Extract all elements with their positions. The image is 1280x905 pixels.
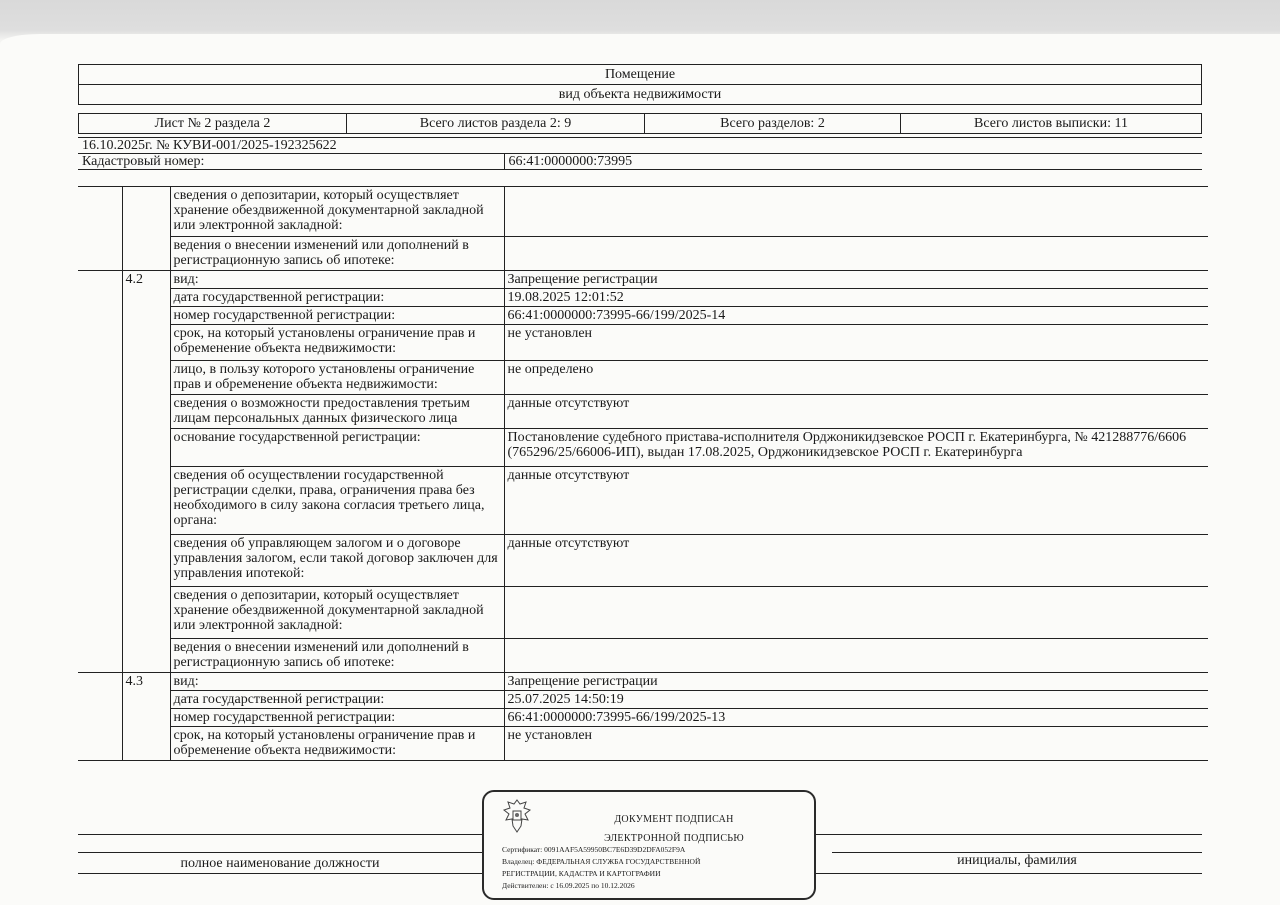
table-row	[78, 691, 1208, 709]
table-row	[78, 307, 1208, 325]
stamp-validity: Действителен: с 16.09.2025 по 10.12.2026	[502, 881, 635, 890]
row-label: сведения о депозитарии, который осуществляет хранение обездвиженной документарной закладной или электронной закладной:	[170, 187, 504, 237]
row-value	[504, 237, 1208, 271]
position-caption: полное наименование должности	[78, 852, 482, 872]
row-value: Запрещение регистрации	[504, 673, 1208, 691]
row-value: 19.08.2025 12:01:52	[504, 289, 1208, 307]
row-value: данные отсутствуют	[504, 395, 1208, 429]
table-row	[78, 325, 1208, 361]
header-spacer	[79, 105, 1202, 114]
row-label: сведения об управляющем залогом и о договоре управления залогом, если такой договор заключен для управления ипотекой:	[170, 535, 504, 587]
row-value: 66:41:0000000:73995-66/199/2025-14	[504, 307, 1208, 325]
table-row	[78, 587, 1208, 639]
stamp-details	[502, 844, 812, 892]
row-value	[504, 187, 1208, 237]
row-value: не установлен	[504, 727, 1208, 761]
stamp-owner-cont: РЕГИСТРАЦИИ, КАДАСТРА И КАРТОГРАФИИ	[502, 869, 661, 878]
encumbrance-table	[78, 186, 1208, 761]
row-label: сведения об осуществлении государственной регистрации сделки, права, ограничения права без необходимого в силу закона согласия третьего лица, органа:	[170, 467, 504, 535]
object-type-value: Помещение	[79, 65, 1202, 85]
table-row	[78, 673, 1208, 691]
row-value: данные отсутствуют	[504, 535, 1208, 587]
cadastral-label: Кадастровый номер:	[78, 154, 504, 170]
row-label: ведения о внесении изменений или дополнений в регистрационную запись об ипотеке:	[170, 237, 504, 271]
row-value: Запрещение регистрации	[504, 271, 1208, 289]
electronic-signature-stamp	[482, 790, 816, 900]
row-label: номер государственной регистрации:	[170, 709, 504, 727]
row-label: основание государственной регистрации:	[170, 429, 504, 467]
stamp-certificate: Сертификат: 0091AAF5A59950ВС7Е6D39D2DFA052F9A	[502, 845, 686, 854]
table-row	[78, 727, 1208, 761]
block-number-4-3: 4.3	[122, 673, 170, 761]
document-info-table	[78, 137, 1202, 170]
row-label: номер государственной регистрации:	[170, 307, 504, 325]
row-value: данные отсутствуют	[504, 467, 1208, 535]
row-value: 66:41:0000000:73995-66/199/2025-13	[504, 709, 1208, 727]
block-number-4-2: 4.2	[122, 271, 170, 673]
sections-total: Всего разделов: 2	[645, 114, 901, 134]
document-date-number: 16.10.2025г. № КУВИ-001/2025-192325622	[78, 138, 1202, 154]
row-label: сведения о возможности предоставления третьим лицам персональных данных физического лица	[170, 395, 504, 429]
section-sheets-total: Всего листов раздела 2: 9	[347, 114, 645, 134]
row-value: не определено	[504, 361, 1208, 395]
row-value: 25.07.2025 14:50:19	[504, 691, 1208, 709]
table-row	[78, 429, 1208, 467]
cadastral-value: 66:41:0000000:73995	[504, 154, 1202, 170]
table-row	[78, 271, 1208, 289]
table-row	[78, 361, 1208, 395]
row-label: срок, на который установлены ограничение прав и обременение объекта недвижимости:	[170, 727, 504, 761]
extract-sheets-total: Всего листов выписки: 11	[901, 114, 1202, 134]
row-label: срок, на который установлены ограничение прав и обременение объекта недвижимости:	[170, 325, 504, 361]
table-row	[78, 639, 1208, 673]
stamp-owner: Владелец: ФЕДЕРАЛЬНАЯ СЛУЖБА ГОСУДАРСТВЕННОЙ	[502, 857, 701, 866]
row-label: сведения о депозитарии, который осуществляет хранение обездвиженной документарной закладной или электронной закладной:	[170, 587, 504, 639]
row-value: не установлен	[504, 325, 1208, 361]
row-label: дата государственной регистрации:	[170, 289, 504, 307]
stamp-title	[574, 810, 774, 848]
row-value	[504, 639, 1208, 673]
header-table	[78, 64, 1202, 134]
stamp-title-line1: ДОКУМЕНТ ПОДПИСАН	[614, 814, 734, 825]
table-row	[78, 289, 1208, 307]
row-value	[504, 587, 1208, 639]
object-type-caption: вид объекта недвижимости	[79, 85, 1202, 105]
table-row	[78, 237, 1208, 271]
row-label: вид:	[170, 271, 504, 289]
name-caption: инициалы, фамилия	[832, 852, 1202, 869]
row-label: вид:	[170, 673, 504, 691]
row-label: ведения о внесении изменений или дополнений в регистрационную запись об ипотеке:	[170, 639, 504, 673]
table-row	[78, 709, 1208, 727]
row-label: дата государственной регистрации:	[170, 691, 504, 709]
eagle-emblem-icon	[502, 798, 532, 834]
stamp-title-line2: ЭЛЕКТРОННОЙ ПОДПИСЬЮ	[604, 833, 744, 844]
table-row	[78, 187, 1208, 237]
sheet-label: Лист № 2 раздела 2	[79, 114, 347, 134]
row-label: лицо, в пользу которого установлены ограничение прав и обременение объекта недвижимости:	[170, 361, 504, 395]
table-row	[78, 467, 1208, 535]
table-row	[78, 395, 1208, 429]
row-value: Постановление судебного пристава-исполнителя Орджоникидзевское РОСП г. Екатеринбурга, № 421288776/6606 (765296/25/66006-ИП), выдан 17.08.2025, Орджоникидзевское РОСП г. Екатеринбурга	[504, 429, 1208, 467]
table-row	[78, 535, 1208, 587]
